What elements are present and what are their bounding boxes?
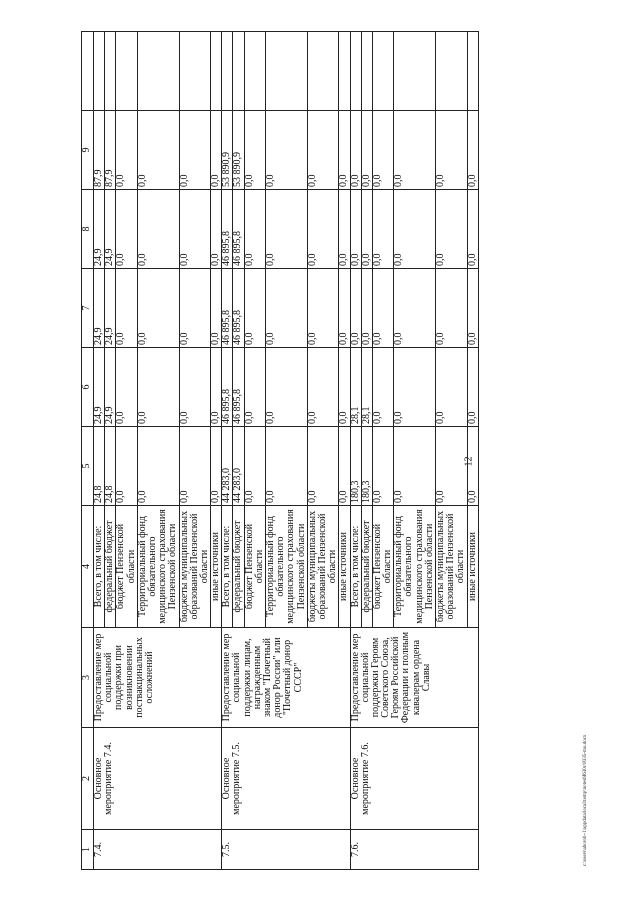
value-cell: 24,9: [105, 190, 116, 269]
row-code: 7.6.: [350, 830, 478, 870]
value-cell: 24,9: [94, 269, 105, 348]
value-cell: 0,0: [339, 269, 350, 348]
value-cell: 0,0: [436, 348, 468, 427]
funding-table: [81, 31, 479, 870]
table-body: [94, 32, 479, 870]
value-cell: 0,0: [372, 269, 393, 348]
value-cell: 0,0: [116, 427, 137, 506]
empty-cell: [244, 32, 265, 111]
funding-source: Всего, в том числе:: [350, 506, 361, 628]
value-cell: 44 283,0: [233, 427, 244, 506]
table-row: [350, 32, 361, 870]
value-cell: 24,9: [105, 269, 116, 348]
value-cell: 24,9: [105, 348, 116, 427]
header-cell: 1: [82, 830, 94, 870]
value-cell: 0,0: [137, 427, 179, 506]
header-cell: 6: [82, 348, 94, 427]
value-cell: 44 283,0: [222, 427, 233, 506]
value-cell: 0,0: [116, 190, 137, 269]
value-cell: 0,0: [339, 190, 350, 269]
table-row: [222, 32, 233, 870]
empty-cell: [137, 32, 179, 111]
value-cell: 0,0: [244, 427, 265, 506]
value-cell: 0,0: [394, 190, 436, 269]
value-cell: 0,0: [244, 348, 265, 427]
value-cell: 0,0: [339, 111, 350, 190]
funding-source: бюджет Пензенской области: [372, 506, 393, 628]
value-cell: 0,0: [467, 348, 478, 427]
value-cell: 0,0: [372, 190, 393, 269]
funding-source: иные источники: [467, 506, 478, 628]
rotated-table-wrapper: [81, 32, 613, 870]
empty-cell: [339, 32, 350, 111]
value-cell: 0,0: [179, 427, 211, 506]
value-cell: 0,0: [179, 111, 211, 190]
empty-cell: [350, 32, 361, 111]
funding-source: Всего, в том числе:: [94, 506, 105, 628]
value-cell: 0,0: [211, 427, 222, 506]
value-cell: 87,9: [94, 111, 105, 190]
value-cell: 0,0: [436, 190, 468, 269]
value-cell: 0,0: [436, 269, 468, 348]
header-cell: 7: [82, 269, 94, 348]
header-cell: 5: [82, 427, 94, 506]
empty-cell: [233, 32, 244, 111]
row-code: 7.4.: [94, 830, 222, 870]
value-cell: 180,3: [350, 427, 361, 506]
value-cell: 0,0: [467, 111, 478, 190]
value-cell: 0,0: [266, 427, 308, 506]
value-cell: 24,8: [105, 427, 116, 506]
header-cell: 8: [82, 190, 94, 269]
value-cell: 0,0: [361, 269, 372, 348]
value-cell: 0,0: [116, 348, 137, 427]
value-cell: 0,0: [467, 427, 478, 506]
funding-source: бюджеты муниципальных образований Пензенской области: [179, 506, 211, 628]
funding-source: бюджеты муниципальных образований Пензенской области: [307, 506, 339, 628]
event-name: Основное мероприятие 7.5.: [222, 728, 350, 830]
funding-source: Территориальный фонд обязательного медицинского страхования Пензенской области: [266, 506, 308, 628]
table-row: [94, 32, 105, 870]
value-cell: 0,0: [211, 269, 222, 348]
value-cell: 0,0: [467, 190, 478, 269]
header-cell-empty: [82, 32, 94, 111]
value-cell: 0,0: [307, 111, 339, 190]
value-cell: 0,0: [266, 111, 308, 190]
empty-cell: [436, 32, 468, 111]
value-cell: 0,0: [436, 427, 468, 506]
value-cell: 0,0: [394, 348, 436, 427]
value-cell: 53 890,9: [222, 111, 233, 190]
funding-source: иные источники: [339, 506, 350, 628]
event-name: Основное мероприятие 7.6.: [350, 728, 478, 830]
value-cell: 0,0: [211, 348, 222, 427]
empty-cell: [361, 32, 372, 111]
value-cell: 0,0: [350, 269, 361, 348]
value-cell: 0,0: [266, 348, 308, 427]
funding-source: федеральный бюджет: [361, 506, 372, 628]
value-cell: 0,0: [266, 190, 308, 269]
value-cell: 46 895,8: [233, 269, 244, 348]
empty-cell: [467, 32, 478, 111]
empty-cell: [222, 32, 233, 111]
value-cell: 46 895,8: [222, 348, 233, 427]
value-cell: 0,0: [116, 111, 137, 190]
value-cell: 0,0: [211, 190, 222, 269]
funding-source: иные источники: [211, 506, 222, 628]
value-cell: 46 895,8: [222, 190, 233, 269]
empty-cell: [394, 32, 436, 111]
event-description: Предоставление мер социальной поддержки лицам, награжденным знаком "Почетный донор России" или "Почетный донор СССР": [222, 628, 350, 728]
empty-cell: [94, 32, 105, 111]
value-cell: 46 895,8: [233, 348, 244, 427]
value-cell: 0,0: [361, 111, 372, 190]
empty-cell: [266, 32, 308, 111]
value-cell: 0,0: [179, 348, 211, 427]
page-number: 12: [463, 456, 475, 467]
value-cell: 0,0: [339, 348, 350, 427]
value-cell: 0,0: [307, 348, 339, 427]
value-cell: 0,0: [244, 269, 265, 348]
value-cell: 0,0: [179, 190, 211, 269]
value-cell: 0,0: [266, 269, 308, 348]
value-cell: 24,8: [94, 427, 105, 506]
value-cell: 0,0: [350, 190, 361, 269]
header-cell: 3: [82, 628, 94, 728]
value-cell: 46 895,8: [222, 269, 233, 348]
file-path-footer: c:\users\ahoroh~1\appdata\local\temp\notes6f630c\8335-mu.docx: [583, 734, 588, 866]
value-cell: 0,0: [361, 190, 372, 269]
value-cell: 53 890,9: [233, 111, 244, 190]
value-cell: 0,0: [137, 111, 179, 190]
value-cell: 0,0: [307, 269, 339, 348]
value-cell: 0,0: [394, 269, 436, 348]
value-cell: 0,0: [179, 269, 211, 348]
funding-source: федеральный бюджет: [233, 506, 244, 628]
funding-source: федеральный бюджет: [105, 506, 116, 628]
event-name: Основное мероприятие 7.4.: [94, 728, 222, 830]
empty-cell: [307, 32, 339, 111]
value-cell: 0,0: [350, 111, 361, 190]
value-cell: 0,0: [372, 427, 393, 506]
value-cell: 0,0: [116, 269, 137, 348]
value-cell: 24,9: [94, 190, 105, 269]
value-cell: 0,0: [394, 427, 436, 506]
funding-source: Территориальный фонд обязательного медицинского страхования Пензенской области: [394, 506, 436, 628]
value-cell: 0,0: [244, 111, 265, 190]
value-cell: 0,0: [467, 269, 478, 348]
funding-source: бюджет Пензенской области: [116, 506, 137, 628]
value-cell: 0,0: [436, 111, 468, 190]
value-cell: 87,9: [105, 111, 116, 190]
value-cell: 0,0: [211, 111, 222, 190]
funding-source: Территориальный фонд обязательного медицинского страхования Пензенской области: [137, 506, 179, 628]
value-cell: 0,0: [372, 111, 393, 190]
event-description: Предоставление мер социальной поддержки Героям Советского Союза, Героям Российской Федерации и полным кавалерам ордена Славы: [350, 628, 478, 728]
empty-cell: [372, 32, 393, 111]
header-cell: 2: [82, 728, 94, 830]
value-cell: 0,0: [137, 190, 179, 269]
header-row: [82, 32, 94, 870]
funding-source: бюджет Пензенской области: [244, 506, 265, 628]
value-cell: 0,0: [137, 269, 179, 348]
value-cell: 46 895,8: [233, 190, 244, 269]
funding-source: бюджеты муниципальных образований Пензенской области: [436, 506, 468, 628]
row-code: 7.5.: [222, 830, 350, 870]
header-cell: 4: [82, 506, 94, 628]
value-cell: 0,0: [307, 427, 339, 506]
value-cell: 0,0: [394, 111, 436, 190]
value-cell: 0,0: [244, 190, 265, 269]
empty-cell: [211, 32, 222, 111]
value-cell: 180,3: [361, 427, 372, 506]
value-cell: 0,0: [137, 348, 179, 427]
value-cell: 0,0: [339, 427, 350, 506]
event-description: Предоставление мер социальной поддержки при возникновении поствакцинальных осложнений: [94, 628, 222, 728]
value-cell: 28,1: [361, 348, 372, 427]
value-cell: 0,0: [307, 190, 339, 269]
empty-cell: [179, 32, 211, 111]
value-cell: 0,0: [372, 348, 393, 427]
empty-cell: [116, 32, 137, 111]
empty-cell: [105, 32, 116, 111]
value-cell: 24,9: [94, 348, 105, 427]
header-cell: 9: [82, 111, 94, 190]
funding-source: Всего, в том числе:: [222, 506, 233, 628]
value-cell: 28,1: [350, 348, 361, 427]
